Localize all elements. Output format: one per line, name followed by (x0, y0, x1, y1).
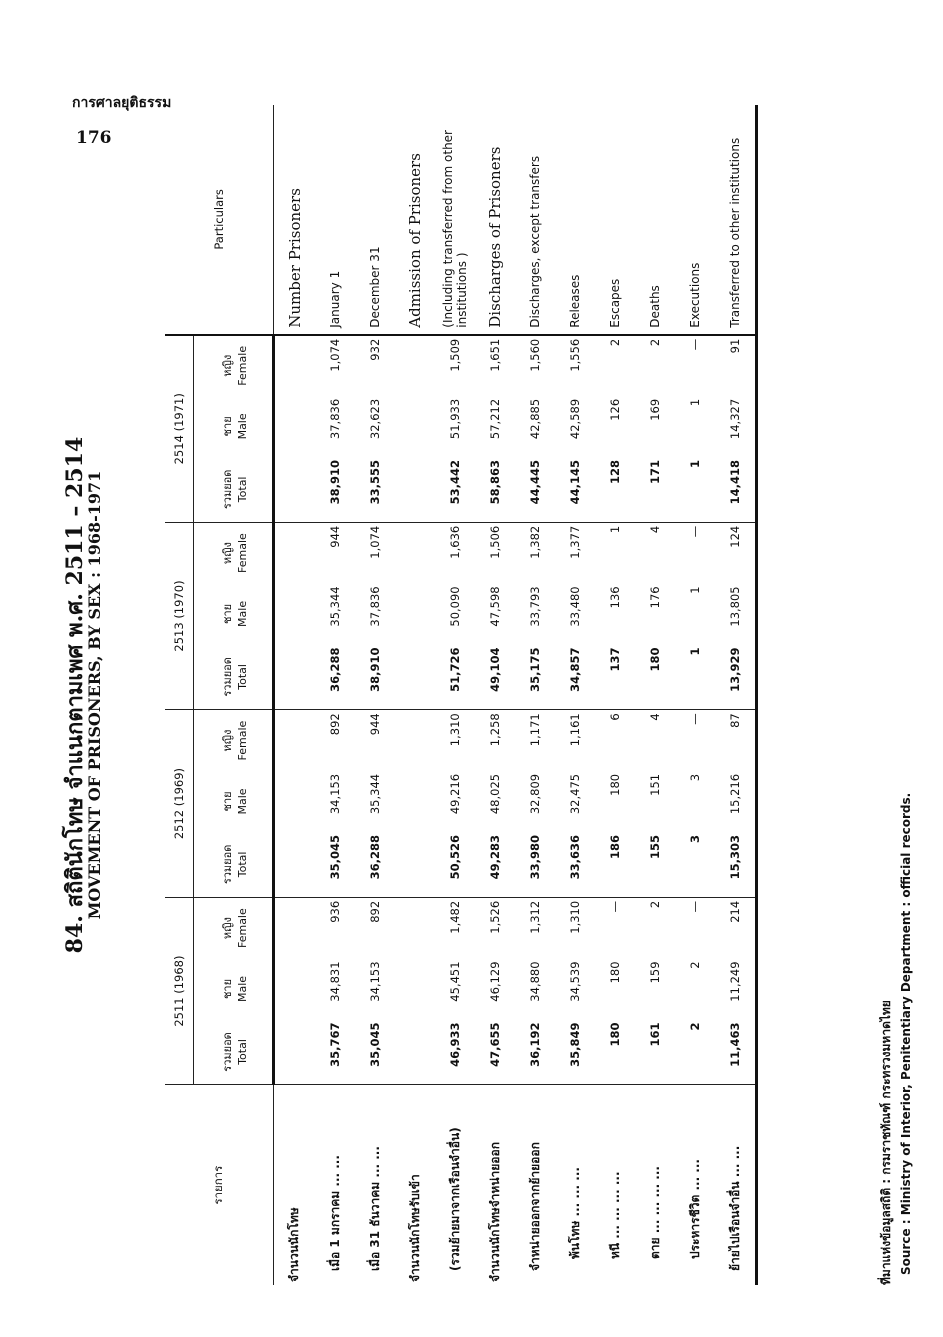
female-cell: 124 (715, 522, 757, 583)
total-cell: 13,929 (715, 644, 757, 709)
label-column-header: รายการ (165, 1085, 274, 1285)
female-cell: 1,560 (528, 338, 542, 372)
female-cell: 1,506 (488, 525, 502, 559)
year-header: 2513 (1970) (165, 522, 194, 710)
particulars-column-header: Particulars (165, 105, 274, 335)
column-header-thai: ชาย (220, 791, 234, 812)
female-cell (274, 897, 316, 958)
column-header-thai: หญิง (220, 917, 234, 940)
male-cell: 45,451 (448, 961, 462, 1002)
column-header-thai: ชาย (220, 978, 234, 1000)
total-cell: 15,303 (715, 832, 757, 897)
table-row (395, 105, 435, 1285)
female-cell (274, 522, 316, 583)
female-cell: 1,161 (568, 713, 582, 747)
table-row (715, 105, 757, 1285)
total-cell: 36,192 (515, 1020, 555, 1085)
female-cell (395, 522, 435, 583)
male-cell: 13,805 (715, 583, 757, 644)
column-header-english: Male (235, 975, 249, 1003)
male-cell: 180 (608, 773, 622, 796)
column-header-thai: รวมยอด (220, 1032, 234, 1072)
running-header: การศาลยุติธรรม (72, 95, 172, 111)
male-cell: 14,327 (715, 396, 757, 457)
column-header-english: Female (235, 720, 249, 761)
male-cell: 33,793 (528, 586, 542, 627)
total-cell: 161 (635, 1020, 675, 1085)
column-header-thai: หญิง (220, 542, 234, 565)
female-cell: 1,074 (328, 338, 342, 372)
male-cell: 33,480 (568, 586, 582, 627)
male-cell: 35,344 (368, 773, 382, 815)
total-cell (395, 832, 435, 897)
male-cell: 49,216 (448, 773, 462, 815)
female-cell: 892 (368, 900, 382, 923)
male-cell: 126 (608, 398, 622, 421)
male-cell: 1 (688, 398, 702, 407)
total-cell: 53,442 (435, 457, 475, 522)
female-column-header (194, 897, 274, 958)
total-cell (274, 1020, 316, 1085)
male-column-header (194, 583, 274, 644)
table-row (274, 105, 316, 1285)
female-cell: 1,482 (448, 900, 462, 934)
page-number: 176 (76, 128, 112, 148)
female-cell: 1,377 (568, 525, 582, 559)
total-column-header (194, 832, 274, 897)
table-row (315, 105, 355, 1285)
female-cell: 1,556 (568, 338, 582, 372)
column-header-english: Female (235, 533, 249, 573)
male-cell: 34,831 (328, 961, 342, 1002)
male-cell: 32,809 (528, 773, 542, 815)
female-cell: 1,651 (488, 338, 502, 372)
female-cell: 4 (648, 713, 662, 721)
column-header-thai: รวมยอด (220, 469, 234, 510)
row-label-thai: (รวมย้ายมาจากเรือนจำอื่น) (447, 1127, 462, 1271)
male-cell: 51,933 (448, 398, 462, 440)
female-cell: 1 (608, 525, 622, 534)
total-cell: 171 (635, 457, 675, 522)
row-label-english: Admission of Prisoners (395, 105, 435, 335)
total-cell: 186 (595, 832, 635, 897)
total-column-header (194, 644, 274, 709)
column-header-english: Total (235, 1039, 249, 1065)
column-header-english: Female (235, 345, 249, 386)
row-label-thai: พ้นโทษ ... ... ... (567, 1167, 582, 1259)
total-cell: 180 (595, 1020, 635, 1085)
column-header-thai: ชาย (220, 416, 234, 437)
female-cell: 944 (368, 713, 382, 736)
year-header: 2512 (1969) (165, 710, 194, 898)
male-column-header (194, 958, 274, 1019)
male-cell: 32,623 (368, 398, 382, 440)
column-header-english: Total (235, 476, 249, 503)
female-cell: 1,258 (488, 713, 502, 747)
female-cell: 1,526 (488, 900, 502, 934)
total-cell: 34,857 (555, 644, 595, 709)
total-cell: 38,910 (315, 457, 355, 522)
total-cell (395, 457, 435, 522)
male-cell (395, 396, 435, 457)
table-row (515, 105, 555, 1285)
male-cell: 42,885 (528, 398, 542, 440)
female-cell: 2 (648, 900, 662, 909)
table-row (435, 105, 475, 1285)
total-cell: 44,445 (515, 457, 555, 522)
row-label-english: Releases (555, 105, 595, 335)
female-cell: 1,310 (448, 713, 462, 747)
row-label-thai: ประหารชีวิต ... ... (687, 1159, 702, 1259)
male-cell: 11,249 (715, 958, 757, 1019)
column-header-thai: ชาย (220, 603, 234, 624)
row-label-english: December 31 (355, 105, 395, 335)
male-cell (395, 771, 435, 832)
total-cell (274, 832, 316, 897)
table-row (355, 105, 395, 1285)
male-cell: 37,836 (328, 398, 342, 440)
total-cell: 35,045 (315, 832, 355, 897)
total-cell (274, 457, 316, 522)
year-header: 2514 (1971) (165, 335, 194, 523)
female-column-header (194, 710, 274, 771)
total-cell: 35,175 (515, 644, 555, 709)
male-cell: 1 (688, 586, 702, 594)
female-cell: — (688, 338, 702, 351)
female-cell: — (688, 900, 702, 913)
total-cell: 36,288 (315, 644, 355, 709)
male-cell (274, 958, 316, 1019)
table-title-english: MOVEMENT OF PRISONERS, BY SEX : 1968-1971 (85, 470, 104, 920)
column-header-english: Male (235, 788, 249, 815)
female-cell: 2 (648, 338, 662, 347)
male-cell: 176 (648, 586, 662, 609)
row-label-thai: ตาย ... ... ... ... (647, 1166, 662, 1259)
year-header: 2511 (1968) (165, 897, 194, 1085)
female-cell: 932 (368, 338, 382, 361)
total-cell: 49,104 (475, 644, 515, 709)
male-cell: 3 (688, 773, 702, 782)
total-column-header (194, 457, 274, 522)
total-cell: 36,288 (355, 832, 395, 897)
female-cell: 892 (328, 713, 342, 736)
source-note-english: Source : Ministry of Interior, Penitentiary Department : official records. (899, 792, 913, 1275)
total-cell (395, 1020, 435, 1085)
table-row (635, 105, 675, 1285)
female-cell: 1,636 (448, 525, 462, 559)
row-label-thai: จำนวนนักโทษ (287, 1207, 301, 1282)
table-row (595, 105, 635, 1285)
row-label-english: Executions (675, 105, 715, 335)
female-cell: 1,382 (528, 525, 542, 559)
row-label-english: Discharges, except transfers (515, 105, 555, 335)
total-cell: 33,555 (355, 457, 395, 522)
prisoner-movement-table (165, 105, 758, 1285)
male-column-header (194, 771, 274, 832)
total-cell: 51,726 (435, 644, 475, 709)
total-cell (274, 644, 316, 709)
total-cell: 46,933 (435, 1020, 475, 1085)
total-cell: 38,910 (355, 644, 395, 709)
female-cell (395, 710, 435, 771)
male-cell: 48,025 (488, 773, 502, 815)
female-cell: 214 (715, 897, 757, 958)
row-label-thai: จำนวนนักโทษจำหน่ายออก (487, 1142, 502, 1282)
female-cell: 1,312 (528, 900, 542, 934)
total-cell: 180 (635, 644, 675, 709)
female-cell: — (688, 525, 702, 538)
female-cell: — (608, 900, 622, 913)
male-cell (274, 771, 316, 832)
male-cell: 47,598 (488, 586, 502, 627)
male-cell: 37,836 (368, 586, 382, 627)
table-row (475, 105, 515, 1285)
male-cell: 34,153 (368, 961, 382, 1002)
total-cell: 49,283 (475, 832, 515, 897)
female-cell: 1,171 (528, 713, 542, 747)
total-cell: 35,849 (555, 1020, 595, 1085)
male-cell: 2 (688, 961, 702, 969)
column-header-english: Male (235, 600, 249, 627)
male-cell: 159 (648, 961, 662, 984)
male-cell: 34,153 (328, 773, 342, 815)
total-cell: 33,636 (555, 832, 595, 897)
female-column-header (194, 522, 274, 583)
column-header-english: Female (235, 908, 249, 949)
table-row (675, 105, 715, 1285)
female-cell: 6 (608, 713, 622, 721)
row-label-thai: จำหน่ายออกจากย้ายออก (527, 1142, 542, 1271)
female-cell: 936 (328, 900, 342, 923)
male-cell: 42,589 (568, 398, 582, 440)
male-cell: 15,216 (715, 771, 757, 832)
female-cell: 87 (715, 710, 757, 771)
female-cell (395, 897, 435, 958)
row-label-thai: เมื่อ 1 มกราคม ... ... (327, 1155, 342, 1271)
female-cell: 91 (715, 335, 757, 396)
female-column-header (194, 335, 274, 396)
female-cell: 944 (328, 525, 342, 548)
total-cell: 11,463 (715, 1020, 757, 1085)
total-cell: 35,767 (315, 1020, 355, 1085)
total-cell: 47,655 (475, 1020, 515, 1085)
column-header-english: Total (235, 664, 249, 690)
row-label-thai: ย้ายไปเรือนจำอื่น ... ... (715, 1085, 757, 1285)
male-cell: 57,212 (488, 398, 502, 440)
total-cell: 1 (675, 457, 715, 522)
row-label-thai: จำนวนนักโทษรับเข้า (407, 1174, 422, 1282)
row-label-thai: หนี ... ... ... ... (607, 1171, 622, 1259)
row-label-english: Discharges of Prisoners (475, 105, 515, 335)
total-cell: 1 (675, 644, 715, 709)
male-cell: 180 (608, 961, 622, 984)
male-cell: 34,539 (568, 961, 582, 1002)
column-header-thai: รวมยอด (220, 844, 234, 885)
female-cell: 4 (648, 525, 662, 534)
row-label-english: Number Prisoners (274, 105, 316, 335)
table-title-thai: 84. สถิตินักโทษ จำแนกตามเพศ พ.ศ. 2511 – 2514 (62, 436, 88, 954)
female-cell: 1,074 (368, 525, 382, 559)
male-cell (395, 583, 435, 644)
total-cell: 128 (595, 457, 635, 522)
male-cell: 151 (648, 773, 662, 796)
male-cell: 34,880 (528, 961, 542, 1002)
female-cell: — (688, 713, 702, 725)
male-cell: 46,129 (488, 961, 502, 1002)
table-row (555, 105, 595, 1285)
male-cell (274, 583, 316, 644)
column-header-thai: หญิง (220, 729, 234, 752)
male-cell: 35,344 (328, 586, 342, 627)
male-cell: 32,475 (568, 773, 582, 815)
rotated-table-page (62, 105, 913, 1285)
total-cell (395, 644, 435, 709)
row-label-english: Transferred to other institutions (715, 105, 757, 335)
male-cell (395, 958, 435, 1019)
total-cell: 50,526 (435, 832, 475, 897)
total-cell: 137 (595, 644, 635, 709)
total-cell: 3 (675, 832, 715, 897)
row-label-english: Escapes (595, 105, 635, 335)
female-cell: 2 (608, 338, 622, 347)
column-header-english: Total (235, 851, 249, 878)
column-header-thai: หญิง (220, 354, 234, 377)
row-label-english: (Including transferred from other institutions ) (435, 105, 475, 335)
row-label-english: Deaths (635, 105, 675, 335)
male-cell: 50,090 (448, 586, 462, 627)
total-column-header (194, 1020, 274, 1085)
male-cell: 169 (648, 398, 662, 421)
female-cell (274, 710, 316, 771)
row-label-thai: เมื่อ 31 ธันวาคม ... ... (367, 1146, 382, 1271)
female-cell (395, 335, 435, 396)
total-cell: 58,863 (475, 457, 515, 522)
total-cell: 2 (675, 1020, 715, 1085)
male-column-header (194, 396, 274, 457)
female-cell: 1,509 (448, 338, 462, 372)
female-cell (274, 335, 316, 396)
male-cell (274, 396, 316, 457)
total-cell: 155 (635, 832, 675, 897)
total-cell: 33,980 (515, 832, 555, 897)
total-cell: 44,145 (555, 457, 595, 522)
male-cell: 136 (608, 586, 622, 609)
total-cell: 14,418 (715, 457, 757, 522)
column-header-english: Male (235, 413, 249, 440)
total-cell: 35,045 (355, 1020, 395, 1085)
female-cell: 1,310 (568, 900, 582, 934)
source-note-thai: ที่มาแห่งข้อมูลสถิติ : กรมราชทัณฑ์ กระทรวงมหาดไทย (879, 1000, 893, 1285)
column-header-thai: รวมยอด (220, 657, 234, 697)
row-label-english: January 1 (315, 105, 355, 335)
